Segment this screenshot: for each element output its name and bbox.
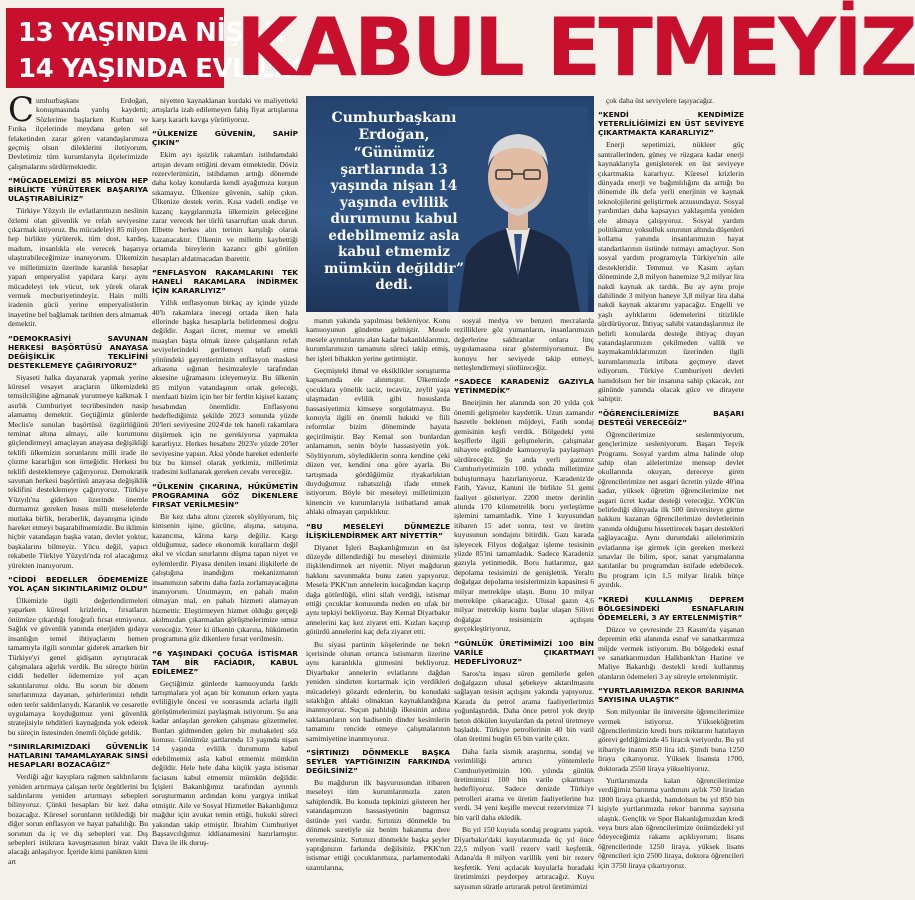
subheading: “6 YAŞINDAKİ ÇOCUĞA İSTİSMAR TAM BİR FACİADIR, KABUL EDİLEMEZ” xyxy=(152,648,298,676)
paragraph: Saros'ta inşası süren gemilerle gelen doğalgazın ulusal şebekeye aktarılmasını sağlayan tesisin açılışını yakında yapıyoruz. Karada da petrol arama faaliyetlerimizi yoğunlaştırdık. Daha önce petrol yok deyip beton dökülen kuyulardan da petrol üretmeye başladık. Türkiye petrollerinin 40 bin varil olan üretimi bugün 65 bin varile çıktı. xyxy=(454,668,594,744)
subheading: “ENFLASYON RAKAMLARINI TEK HANELİ RAKAMLARA İNDİRMEK İÇİN KARARLIYIZ” xyxy=(152,268,298,296)
kicker-line-2: 14 YAŞINDA EVLİLİK xyxy=(18,54,303,84)
subheading: “SINIRLARIMIZDAKİ GÜVENLİK HATLARINI TAMAMLAYARAK SINSİ HESAPLARI BOZACAĞIZ” xyxy=(8,742,148,770)
quote-text: “Günümüz şartlarında 13 yaşında nişan 14 yaşında evlilik durumunu kabul edebilmemiz asla kabul etmemiz mümkün değildir” dedi. xyxy=(324,145,464,293)
subheading: “DEMOKRASİYİ SAVUNAN HERKESİ BAŞÖRTÜSÜ ANAYASA DEĞİŞİKLİK TEKLİFİNİ DESTEKLEMEYE ÇAĞIRIYORUZ” xyxy=(8,333,148,370)
paragraph: çok daha üst seviyelere taşıyacağız. xyxy=(606,96,715,105)
paragraph: Enerji sepetimizi, nükleer güç santrallerinden, güneş ve rüzgara kadar enerji kaynaklarıyla genişleterek en üst seviyeye çıkartmakta kararlıyız. Küresel krizlerin dünyada enerji ve bağımlılığını da arttığı bu dönemde ilk defa yerli enerjinin ve kaynak teknolojilerini geliştirmek arzusundayız. Sosyal yardımları daha kapsayıcı yaklaşımla yeniden ele almaya çalışıyoruz. Sosyal yardım politikamız yoksulluk sınırının altında düşenleri kollama yanında insanlarımızın hayat standartlarının üstünde tutmayı amaçlıyor. Son sosyal yardım programıyla Türkiye'nin aile destekleridir. Temmuz ve Kasım ayları döneminde 2,8 milyon hanemize 9,2 milyar lira nakdi kaynak ak tardık. Bu ay aynı proje dahilinde 3 milyon haneye 3,8 milyar lira daha nakdi kaynak aktarımı yapacağız. Engelli ve yaşlı aylıklarını ödemelerini titizlikle sürdürüyoruz. İhtiyaç sahibi vatandaşlarımız ile belirli konularda desteğe ihtiyaç duyan vatandaşlarımızın çekilmeden vallik ve kaymakamlıklarımızın üzerinden ilgili kurumlarımızla irtibata geçmeye davet ediyorum. Türkiye Cumhuriyeti devleti hamdolsun her bir insanına sahip çıkacak, zor gününde yanında olacak güce ve dirayete sahiptir. xyxy=(598,140,744,404)
paragraph: Ülkemizle ilgili değerlendirmeleri yaparken küresel krizlerin, fırsatların önümüze çıkardığı fotoğrafı fırsat etmiyoruz. Sağlık ve güvenlik yanında enerjiden gıdaya insanlığın temel ihtiyaçlarını hemen tamamıyla ilgili sorunlar giderek artarken bir Türkiye'yi genel gidişatın ayrıştıracak çalışmalara ağırlık verdik. Bu süreçte bütün ciddi bedeller ödememize yol açan sıkıntılarımız oldu. Bu sorun bir dönem sınırlarımıza dayanan, şehirlerimizi tehdit eden terör saldırılarıydı. Karanlık ve cesaretle uygulamaya koyduğumuz yeni güvenlik stratejisiyle tehditleri kaynağında yok ederek bu süreçin üstesinden önemli ölçüde geldik. xyxy=(8,596,148,737)
paragraph: niyetten kaynaklanan kurdaki ve maliyetteki artışlarla izah edilemeyen fahiş fiyat artışlarına karşı kararlı kavga yürütüyoruz. xyxy=(152,96,298,124)
subheading: “SİRTINIZI DÖNMEKLE BAŞKA SEYLER YAPTIĞINIZIN FARKINDA DEĞİLSİNİZ” xyxy=(306,748,450,776)
subheading: “ÜLKENİN ÇIKARINA, HÜKÜMETİN PROGRAMINA GÖZ DİKENLERE FIRSAT VERİLMESİN” xyxy=(152,481,298,509)
lead-photo xyxy=(306,96,594,312)
paragraph: Verdiği ağır kayıplara rağmen saldırılarını yeniden artırmaya çalışan terör örgütlerini bu saldırılarını yeniden artırmayı sebepleri bilinyoruz. Çünkü hesapları bir kez daha bozacağız. Küresel sorunların tetiklediği bir diğer sorun enflasyon ve hayat pahalılığı. Bu sorunun da iç ve dış sebepleri var. Dış sebepleri istikrara kavuşmasının biraz vakit alacağı anlaşılıyor. İçeride kimi panikten kimi art xyxy=(8,772,148,866)
paragraph: Yıllık enflasyonun birkaç ay içinde yüzde 40'lı rakamlara inecegi ortada iken hala ellerinde başka hesaplarla belirlenmesi doğru değildir. Asgari ücret, memur ve emekli maaşları başta olmak üzere çalışanların refah seviyelerindeki gerilemeyi telafi etme yönündeki gayretlerimizin enflasyon maskesi arkasına sığınan hesimzaleyle tarafından aksesine uğramasını izleyemeyiz. Bu ülkenin 85 milyon vatandaşının ortak geleceği, menfaati bizim için her bir fertlin kişisel kazanç hesabından önemlidir. Enflasyonu hedeflediğimiz şekilde 2023 sonunda yüzde 20'leri seviyesine 2024'de tek haneli rakamlara düşürmek için ne gerekiyorsa yapmakta kararlıyız. Herkes hesabını 2023'e yüzde 20'ler seviyesine yapsın. Aksi yönde hareket edenlerle biz bu kimsel olarak yetkimiz, milletimiz tradesini kullanarak gereken cevabı vereceğiz. xyxy=(152,298,298,477)
paragraph: Siyaseti halka dayanarak yapmak yerine küresel vesayet araçların ülkemizdeki temsilciliğine ağmanak yurutmeye kalkmak 1 asırlık Cumhuriyet tecrübesinden nasip alamamış demektir. Geçtiğimiz günlerde Meclis'e sunulan başörtüsü özgürlüğünü teminat altına almayı, aile kurumunu güçlendirmeyi amaçlayan anayasa değişikliği teklifi ülkemizin sorunlarını milli irade ile çözme kararlığın son örneğidir. Herkesi bu teklifi desteklemeye çağırıyoruz. Demokratik savunan herkesi başörtüsü anayasa değişiklik teklifini desteklemeye çağırıyoruz. Türkiye Yüzyılı'na giderken üzerinde önemle durmamız gereken husus milli meselelerde mutlaka birlik, beraberlik, dayanışma içinde hareket etmeyi başarabilmemizdir. Bu iklimin hiçbir vatandaşın başka vatan, devlet yoktur, başkalarını bilmeyiz. Yücu değil, yapıcı rekabetle Türkiye Yüzyılı'nda rol alacağımız yürekten inanıyorum. xyxy=(8,372,148,570)
subheading: “KENDİ KENDİMİZE YETERLİLİĞİMİZİ EN ÜST SEVİYEYE ÇIKARTMAKTA KARARLIYIZ” xyxy=(598,110,744,138)
subheading: “MÜCADELEMİZİ 85 MİLYON HEP BİRLİKTE YÜRÜTEREK BAŞARIYA ULAŞTIRABİLİRİZ” xyxy=(8,176,148,204)
article-column-3 xyxy=(306,316,450,894)
subheading: “SADECE KARADENİZ GAZIYLA YETİNMEDİK” xyxy=(454,377,594,396)
paragraph: Son milyonlar ile üniversite öğrencilerimize vermek istiyoruz. Yükseköğretim öğrencilerimizin kredi burs miktarını hatırlayın görevi geldiğimizde 45 liracık veriyordu. Bu yıl itibariyle inanın 850 lira idi. Şimdi buna 1250 liraya çıkarıyoruz. Yüksek lisansta 1700, doktorada 2550 liraya yükseltiyoruz. xyxy=(598,707,744,773)
paragraph: Geçtiğimiz günlerde kamuoyunda farklı tartışmalara yol açan bir konunun erken yaşta evliliğiyle öncesi ve sonrasında aclarla ilgili görüşümelerimizi paylaşmak istiyorum. Şu ana kadar anlaşılan gereken çalışması gözetmeler. Bunları gidmenden gelen bir muhakeleti söz konusu. Günümüz şartlarında 13 yaşında nişan 14 yaşında evlilik durumunu kabul edebilmemiz asla kabul etmemiz mümkün değildir. Hele hele daha küçük yaşta istismar faciasını kabul etmemiz mümkün değildir. İçişleri Bakanlığımız tarafından ayrıntılı soruşturmanın ardından konu yargıya intikal etmiştir. Aile ve Sosyal Hizmetler Bakanlığımız mağdur için avukat temin ettiği, hukuki süreci yakından takip etmiştir. İbrahim Cumhuriyet Başsavcılığımız iddianamesini hazırlamıştır. Dava ile ilk duruş- xyxy=(152,678,298,848)
paragraph: Bir kez daha altını çizerek söylüyorum, hiç kimsenin işine, gücüne, alışına, satışına, kazancına, kârına karşı değiliz. Kargı olduğumuz, sadece ekonomik kuralların değil akıl ve vicdan sınırlarını düşma tapan niyet ve eylemlerdir. Piyasa denilen insani ilişkilerle de çalıştığına inandığım mekanizmanın insanımızın sabrını daha fazla zorlamayacağına inanıyorum. Unutmayın, en pahalı malın olmayan mal, en pahalı hizmeti alamayan hizmettir. Eleştirmeyen hizmet olduğu gerçeği akılmızdan çıkarmadan görüşmelerimize umuz vereceğiz. Yeter ki ülkenin çıkarına, hükümetin programına göz dikenlere fırsat verilmesin. xyxy=(152,511,298,644)
paragraph: Ekim ayı işsizlik rakamları istihdamdaki artışın devam ettiğini devam etmektedir. Döviz rezervlerimizin, istihdamın arttığı dönemde daha kolay konularda kendi ayağımıza kurşun sıkamayız. Ülkenize güvenin, sahip çıkın. Ülkenize destek verin. Kısa vadeli endişe ve kazanç kaygılarınızla ülkemizin geleceğine zarar verecek her türlü tasarruftan uzak durun. Elbette herkes alın terinin karşılığı olarak kazanacaktır. Ülkenin ve milletin kaybettiği ortamda bireylerin kazancı gibi görülen hesapları aldatmacadan ibarettir. xyxy=(152,150,298,263)
quote-speaker: Cumhurbaşkanı Erdoğan, xyxy=(331,110,457,143)
paragraph: Türkiye Yüzyılı ile evlatlarımızın neslinin özlemi olan güvenlik ve refah seviyesine çıkarmak istiyoruz. Bu mücadeleyi 85 milyon hep birlikte yürüterek, tüm dost, kardeş, madum, insanlıkla ele verecek başarıya ulaştırabileceğimize inanıyorum. Ülkemizin ve milletimizin üzerinde karanlık hesaplar yapan emperyalist yapılara karşı aynı mücadeleyi tek vücut, tek yürek olarak vermek mecburiyetindeyiz. Hain milli iradenin gücü yerine emperyalistlerin inayetine bel bağlamak tarihten ders almamak demektir. xyxy=(8,206,148,329)
paragraph: manın yakında yapılması bekleniyor. Konu kamuoyunun gündeme gelmiştir. Mesele mesele ayrıntılarını alan kadar bakanlıklarımız, kurumlarımızın tamamını süreci takip etmiş, her işleri bihakkın yerine getirmiştir. xyxy=(306,316,450,363)
paragraph: Cumhurbaşkanı Erdoğan, konuşmasında yanlış kaydetti; Sözlerime başlarken Kurban ve Fırıka ilçelerinde meydana gelen sel felaketinden zarar gören vatandaşlarımıza geçmiş olsun dileklerini iletiyorum. Devletimiz tüm kurumlarıyla ilçelerimizde çalışmalarını sürdürmektedir. xyxy=(8,90,148,171)
paragraph: Öğrencilerimize seslenmiyorum, gençlerimize sesleniyorum. Başarı Teşvik Programı. Sosyal yardım alma halinde olup sahip olan ailelerimize mensup devlet okullarında okuyan, dereceye giren öğrencilerimize net asgari ücretin yüzde 40'ına kadar, yüksek öğretim öğrencilerimize net asgari ücret kadar desteği vereceğiz. YÖK'ün belirlediği dünyada ilk 500 üniversiteye girme hakkını kazanan öğrencilerimize devletlerinin yanında olduğunu hissettirecek başarı destekleri sağlayacağız. Aynı durumdaki ailelerimizin evlatlarına işe girmek için gereken merkezi sınavlar ile bilim, spor, sanat yarışmalarına katılanlar bu programdan istifade edebilecek. Bu program için 1,5 milyar liralık bütçe ayırdık. xyxy=(598,429,744,590)
article-column-2 xyxy=(152,96,298,894)
paragraph: Bu mağdurun ilk başvurusundan itibaren meseleyi tüm kurumlarımızla zaten sahiplendik. Bu konuda tepkinizi gösteren her vatandaşımızın hassasiyetinin bagımsız üstünde yeri vardır. Sırtınızı dönmekle bu dönmek suretiyle siz benim bakanıma dere veremezsiniz. Sırtınızı dönmekle başka şeyler yaptığınızın farkında değilsiniz. PKK'nın istismar ettiği çocuklarımıza, parlamentodaki uzantılarına, xyxy=(306,778,450,872)
article-column-1 xyxy=(8,90,148,894)
paragraph: Bu siyasi partinin köşelerinde ne bekri içerisinde olunan ortanca istismarın üzerine aynı karanlıkla gitmesini bekliyoruz. Diyarbakır annelerin evlatlarını dağdan yeniden sindirten kurtarmak için verdikleri mücadeleyi gözardı edenlerin, bu konudaki sıtaklığın ahlaki olmaktan kaynaklandığına inanmıyoruz. Suçun pahlılığı ilkesinin ardına saklananların son hadisenin dinder kesimlerin tamamını rencide etmeye çalışmalarının samimiyetine inanmıyoruz. xyxy=(306,639,450,743)
article-column-4 xyxy=(454,316,594,894)
paragraph: Bneirjinin her alanında son 20 yılda çok önemli gelişmeler kaydettik. Uzun zamandır hasretle beklenen müjdeyi, Fatih sondaj gemisinin keşfi verdik. Bölgedeki yeni keşiflerle ilgili gelişmelerin, çalışmalar nihayete erdiğinde kamuoyuyla paylaşmayı sürdüreceğiz. Şu anda yerli gazımız Cumhuriyetimizin 100. yılında milletimize buluşturmaya hazırlanıyoruz. Karadeniz'de Fatih, Yavuz, Kanuni ile birlikte 51 gemi faaliyet gösteriyor. 2200 metre derinlin altında 170 kilometrelik boru yerleştirme işlemini tamamladık. Yine 1 kuyusundan itibaren 15 adet sonra, test ve üretim kuyusunun sondajını bitirdik. Gazı karada işleyecek Filyos doğalgaz işleme tesisinin yüzde 85'ini tamamladık. Sadece Karadeniz gazıyla yetinmedik. Boru hatlarımız, gaz depolama tesisimizi de genişlettik. Yeraltı doğalgaz depolama tesislerimizin kapasitesi 6 milyar metreküpe ulaştı. Bunu 10 milyar metreküpe çıkaracağız. Ulusal gazın 4,6 milyar metreküp kısmı başlar ulaşan Silivri doğalgaz tesisimizin açılışını gerçekleştiriyoruz. xyxy=(454,398,594,634)
paragraph: sosyal medya ve benzeri mecralarda rezilliklere göz yumanların, insanlarımızın değerlerine saldıranlar onlara linç uygulamasına ısrar göstermiyorsunuz. Bu konuyu her seviyede takip etmeyi, netleşlendirmeyi sürdüreceğiz. xyxy=(454,316,594,373)
subheading: “ÖĞRENCİLERİMİZE BAŞARI DESTEĞİ VERECEĞİZ” xyxy=(598,408,744,427)
kicker-line-1: 13 YAŞINDA NİŞAN xyxy=(18,18,285,48)
paragraph: Düzce ve çevresinde 23 Kasım'da yaşanan depremin etki alanında esnaf ve sanatkarımıza müjde vermek istiyorum. Bu bölgedeki esnaf ve sanatkarımızdan Halkbank'tan Hazine ve Maliye Bakanlığı destekli kredi kullanmış olanların ödemeleri 3 ay süreyle ertelenmiştir. xyxy=(598,624,744,681)
kicker-box xyxy=(6,8,303,88)
paragraph: Diyanet İşleri Başkanlığımızın en üst düzeyde dillendirdiği bu meseleyi dinimizle ilişkilendirmek art niyettir. Niyet mağdurun hakkını savunmakta bunu zaten yapıyoruz. Mesela PKK'nın annelerin kucağından kaçırıp dağa götürdüğü, elini silah verdiği, istismar ettiği çocuklar konusunda neden en ufak bir aynı tepkiyi bekliyoruz. Bay Kemal Diyarbakır annelerini kaç kez ziyaret etti. Kızları kaçırıp götürdü annelerini kaç defa ziyaret etti. xyxy=(306,542,450,637)
paragraph: Yurtlarımızda kalan öğrencilerimize verdiğimiz barınma yardımını aylık 750 liradan 1800 liraya çıkardık, hamdolsun bu yıl 850 bin kişiyle yurtlarımızda rekor barınma sayısına ulaştık. Gençlik ve Spor Bakanlığımızdan kredi veya burs alan öğrencilerimize önümüzdeki yıl ödeyeceğimiz rakamı açıklıyorum; lisans öğrencilerinde 1250 liraya, yüksek lisans öğrencileri için 2500 liraya, doktora öğrencileri için 3750 liraya çıkartıyoruz. xyxy=(598,775,744,870)
subheading: “BU MESELEYİ DÜNMEZLE İLİŞKİLENDİRMEK ART NİYETTİR” xyxy=(306,521,450,540)
subheading: “YURTLARIMIZDA REKOR BARINMA SAYISINA ULAŞTIK” xyxy=(598,686,744,705)
paragraph: Geçmişteki ihmal ve eksiklikler soruşturma kapsamında ele alınmıştır. Ülkemizde çocuklara yönelik taciz, tecavüz, zeylil yaşa ulaşmadan evlilik gibi hususlarda hassasiyetimiz kimseye sorgulatmayız. Bu konuyla ilgili en önemli hukuki ve fiili reformlar bizim döneminde hayata geçirilmiştir. Bay Kemal son bunlardan anlamamın, senin böyle hassasiyetin yok. Söylüyorum, söylediklerin sonra kendine çeki düzen ver, kendini ona göre ayarla. Bu tartışmada gördüğümüz riyakarlıktan duyduğumuz rahatsızlığı ifade etmek istiyorum. Böyle bir meseleyi milletimizin kinencin ve kurumlarıyla istibatlarıd amak ahlaki olmayan çarpıklıktır. xyxy=(306,366,450,517)
article-column-5 xyxy=(598,96,744,894)
paragraph: Daha fazla sismik araştırma, sondaj ve verimliliği artırıcı yöntemlerle Cumhuriyetimizin 100. yılında günlük üretimimizi 100 bin varile çıkartmayı hedefliyoruz. Sadece denizde Türkiye petrolleri arama ve üretim faaliyetlerine hız verdi. 34 yeni keşifle mevcut rezervimize 71 bin varil daha ekledik. xyxy=(454,746,594,822)
subheading: “ÜLKENİZE GÜVENİN, SAHİP ÇIKIN” xyxy=(152,129,298,148)
paragraph: Bu yıl 150 kuyuda sondaj programı yaptık. Diyarbakır'daki kuyularımızda üç yıl önce 22,5 milyon varil rezerv varil keşfettik. Adana'da 8 milyon varillik yeni bir rezerv keşfettik. Yeni açılacak kuyularla buradaki üretimimizi peyderpey artıracağız. Kuyu sayısının süratle artırarak petrol üretimimizi xyxy=(454,825,594,891)
subheading: “GÜNLÜK ÜRETİMİMİZİ 100 BİN VARİLE ÇIKARTMAYI HEDEFLİYORUZ” xyxy=(454,638,594,666)
subheading: “CİDDİ BEDELLER ÖDEMEMİZE YOL AÇAN SIKINTILARIMIZ OLDU” xyxy=(8,575,148,594)
subheading: “KREDİ KULLANMIŞ DEPREM BÖLGESİNDEKİ ESNAFLARIN ÖDEMELERİ, 3 AY ERTELENMİŞTİR” xyxy=(598,594,744,622)
headline: KABUL ETMEYİZ xyxy=(236,1,915,94)
pull-quote xyxy=(314,110,474,294)
